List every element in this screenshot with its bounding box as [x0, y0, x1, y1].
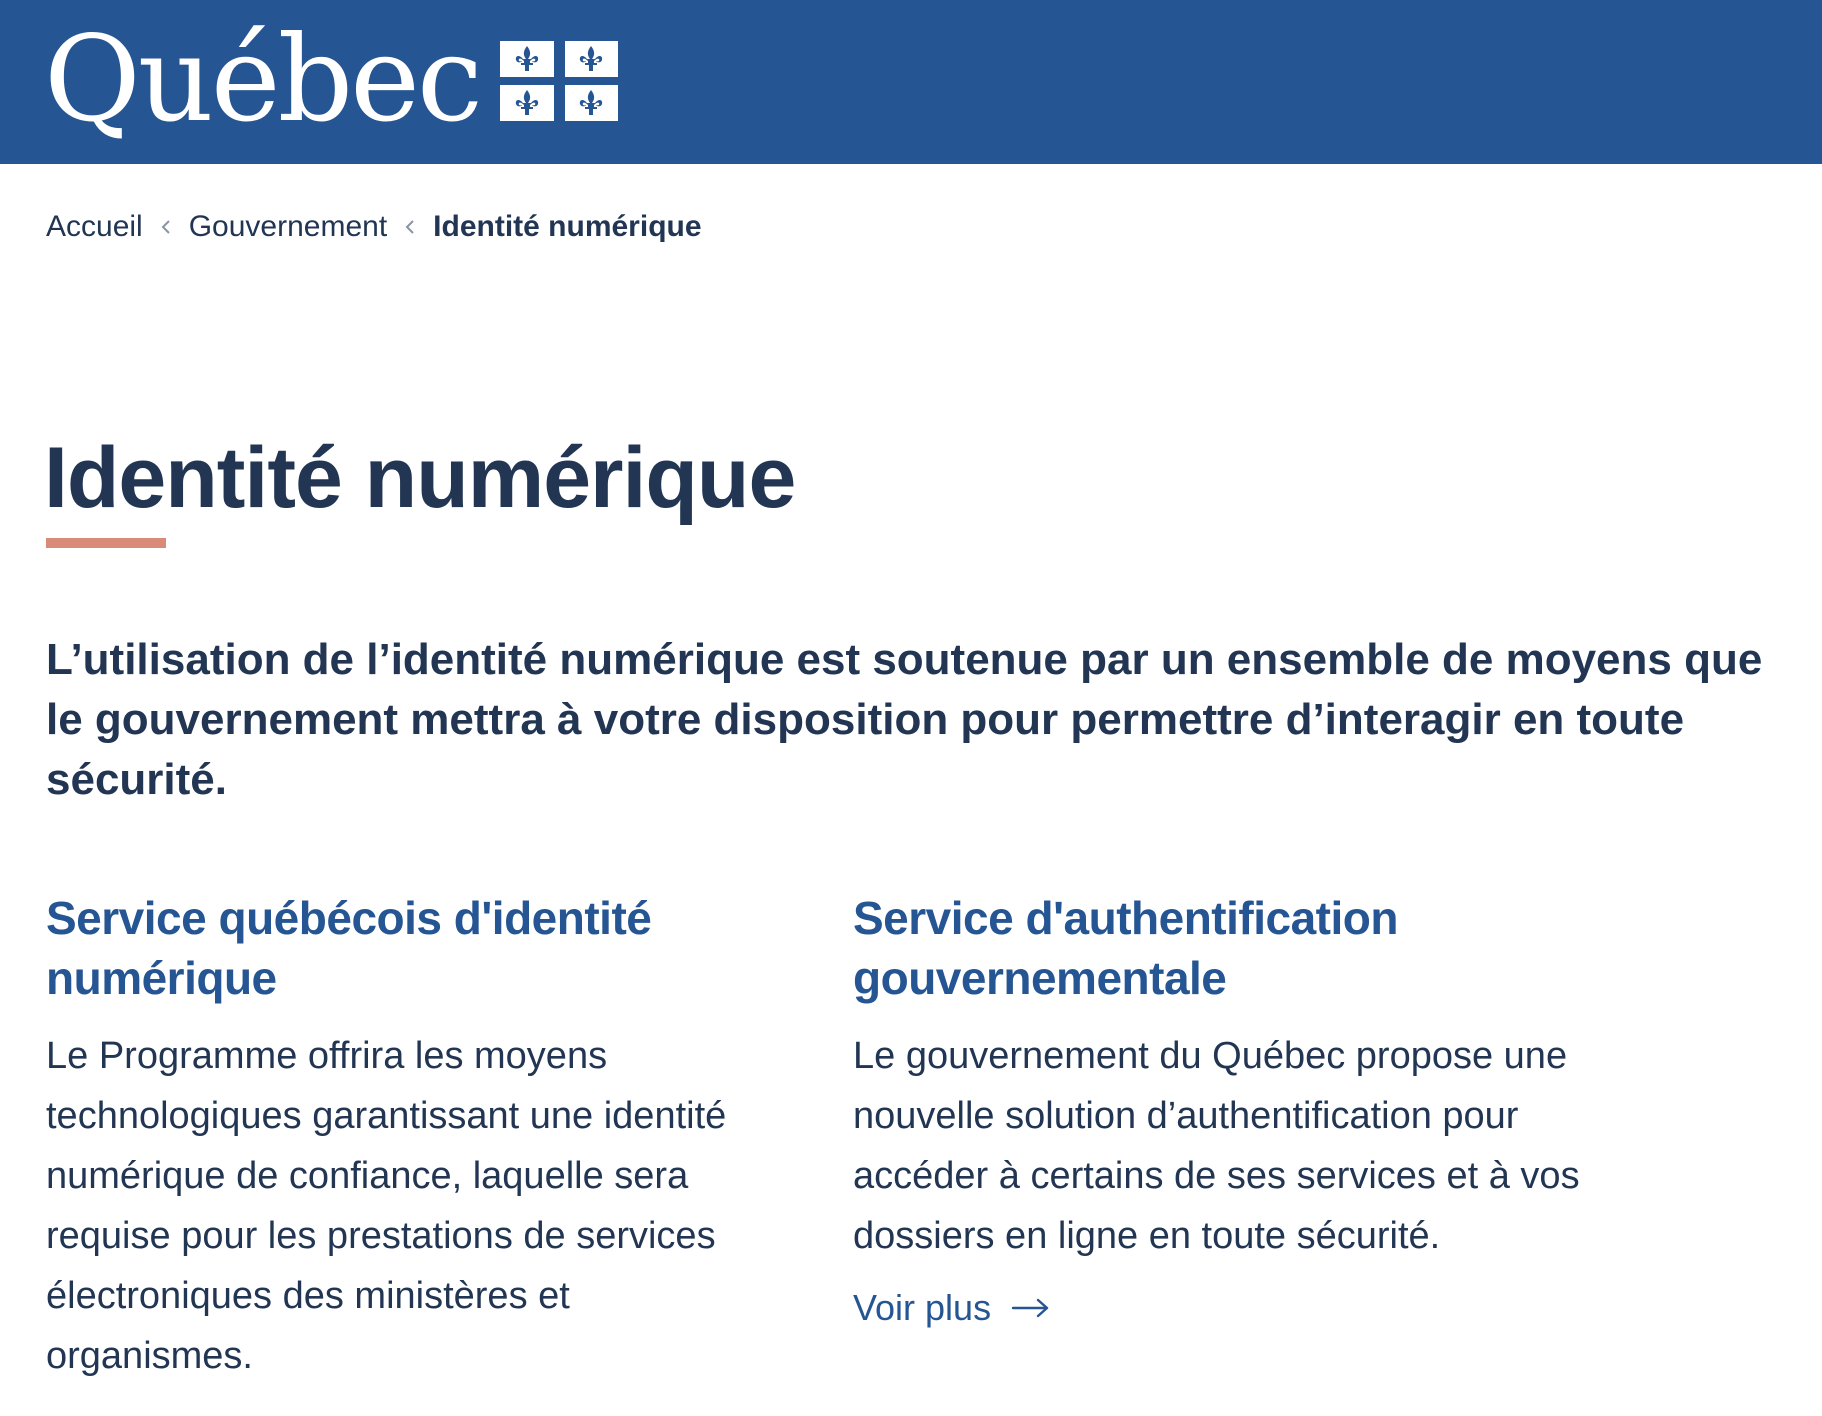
fleur-de-lis-icon	[500, 41, 554, 77]
quebec-logo-link[interactable]	[44, 10, 618, 148]
voir-plus-label: Voir plus	[853, 1287, 992, 1328]
breadcrumb-current: Identité numérique	[433, 210, 702, 243]
section-body: Le gouvernement du Québec propose une nouvelle solution d’authentification pour accéder à certains de ses services et à vos dossiers en ligne en toute sécurité.	[853, 1035, 1580, 1257]
section-heading-link-identite[interactable]: Service québécois d'identité numérique	[46, 892, 652, 1004]
section-heading	[46, 888, 806, 1008]
quebec-flag-icon	[500, 41, 618, 121]
title-underline	[46, 538, 166, 548]
section-heading	[853, 888, 1613, 1008]
breadcrumb	[46, 207, 702, 247]
arrow-right-icon	[1011, 1297, 1051, 1319]
site-header	[0, 0, 1822, 164]
quebec-wordmark: Québec	[44, 10, 481, 148]
chevron-left-icon	[161, 219, 171, 235]
lead-paragraph: L’utilisation de l’identité numérique est soutenue par un ensemble de moyens que le gouvernement mettra à votre disposition pour permettre d’interagir en toute sécurité.	[46, 635, 1763, 804]
chevron-left-icon	[405, 219, 415, 235]
fleur-de-lis-icon	[565, 85, 619, 121]
section-heading-link-authentification[interactable]: Service d'authentification gouvernementale	[853, 892, 1398, 1004]
voir-plus-link[interactable]	[853, 1286, 1051, 1330]
section-identite-numerique	[46, 888, 806, 1386]
section-body: Le Programme offrira les moyens technologiques garantissant une identité numérique de confiance, laquelle sera requise pour les prestations de services électroniques des ministères et organismes.	[46, 1035, 727, 1377]
breadcrumb-link-gouvernement[interactable]: Gouvernement	[188, 210, 388, 243]
page-title: Identité numérique	[44, 430, 796, 526]
section-authentification	[853, 888, 1613, 1330]
fleur-de-lis-icon	[565, 41, 619, 77]
breadcrumb-link-accueil[interactable]: Accueil	[46, 210, 143, 243]
fleur-de-lis-icon	[500, 85, 554, 121]
